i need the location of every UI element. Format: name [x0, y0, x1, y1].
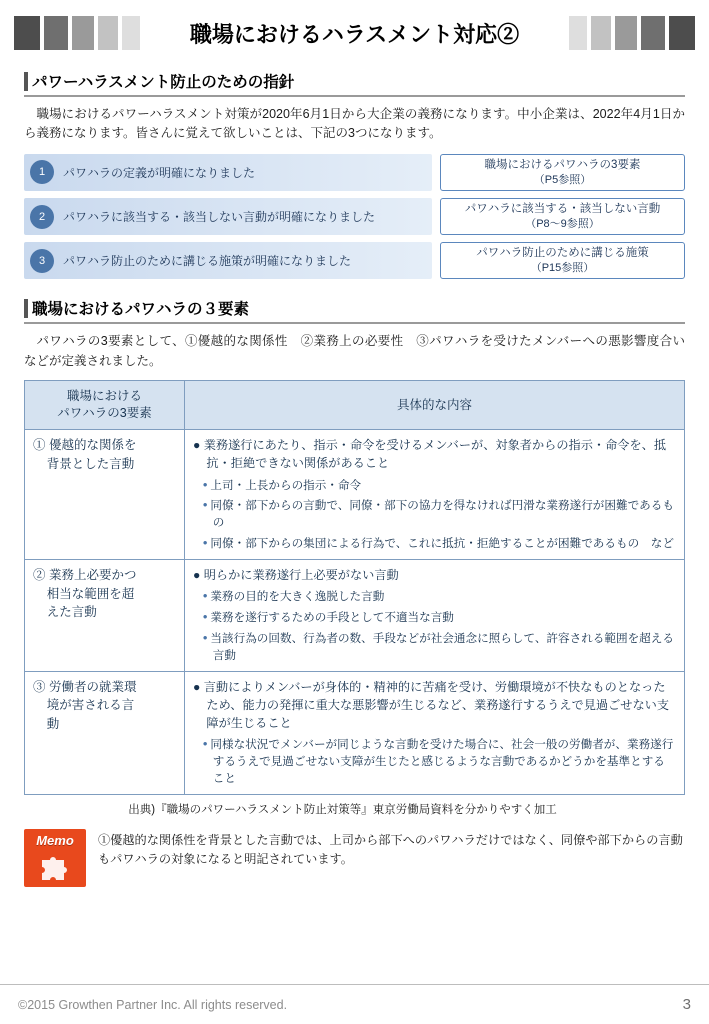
row-3-label-line3: 動 [46, 717, 60, 731]
point-reference-page: （P5参照） [533, 173, 592, 186]
section-1-heading: パワーハラスメント防止のための指針 [24, 70, 685, 97]
source-note: 出典)『職場のパワーハラスメント防止対策等』東京労働局資料を分かりやすく加工 [128, 803, 557, 816]
list-item [24, 242, 685, 279]
row-3-main-point: ● 言動によりメンバーが身体的・精神的に苦痛を受け、労働環境が不快なものとなったため、能力の発揮に重大な悪影響が生じるなど、業務遂行するうえで見過ごせない支障が生じること [193, 678, 676, 733]
point-reference-page: （P15参照） [530, 262, 595, 275]
point-number-badge: 1 [30, 160, 54, 184]
table-row [25, 429, 685, 559]
page-title [14, 18, 695, 49]
row-1-sub-point: • 同僚・部下からの集団による行為で、これに抵抗・拒絶することが困難であるもの など [193, 534, 676, 553]
page-number: 3 [682, 996, 691, 1013]
table-header-col1-line2: パワハラの3要素 [57, 406, 152, 421]
key-points-list [24, 154, 685, 280]
table-header-col1-line1: 職場における [66, 389, 142, 404]
row-2-label-line3: えた言動 [46, 605, 97, 620]
row-2-label-line2: 相当な範囲を超 [46, 586, 135, 601]
point-reference-box [440, 154, 685, 191]
list-item [24, 154, 685, 191]
row-1-label-line2: 背景とした言動 [46, 456, 135, 471]
point-reference-title: パワハラ防止のために講じる施策 [476, 247, 649, 260]
memo-badge [24, 829, 86, 887]
point-number-badge: 2 [30, 205, 54, 229]
row-3-content [185, 671, 685, 794]
point-label: パワハラ防止のために講じる施策が明確になりました [63, 254, 352, 269]
row-1-sub-point: • 上司・上長からの指示・命令 [193, 476, 676, 495]
row-2-label [25, 559, 185, 671]
row-1-label [25, 429, 185, 559]
row-3-label-line1: ③ 労働者の就業環 [33, 679, 137, 694]
page-header [14, 10, 695, 56]
table-row [25, 671, 685, 794]
point-label: パワハラの定義が明確になりました [63, 165, 256, 180]
table-row [25, 559, 685, 671]
row-1-main-point: ● 業務遂行にあたり、指示・命令を受けるメンバーが、対象者からの指示・命令を、抵抗・拒絶できない関係があること [193, 436, 676, 473]
section-2-heading: 職場におけるパワハラの３要素 [24, 297, 685, 324]
row-3-sub-point: • 同様な状況でメンバーが同じような言動を受けた場合に、社会一般の労働者が、業務遂行するうえで見過ごせない支障が生じたと感じるような言動であるかどうかを基準とすること [193, 735, 676, 787]
row-2-sub-point: • 当該行為の回数、行為者の数、手段などが社会通念に照らして、許容される範囲を超える言動 [193, 629, 676, 665]
list-item [24, 198, 685, 235]
row-1-content [185, 429, 685, 559]
row-2-main-point: ● 明らかに業務遂行上必要がない言動 [193, 566, 676, 584]
memo-text: ①優越的な関係性を背景とした言動では、上司から部下へのパワハラだけではなく、同僚や部下からの言動もパワハラの対象になると明記されています。 [98, 832, 683, 867]
point-left-box [24, 198, 432, 235]
table-header-row [25, 381, 685, 430]
row-3-label-line2: 境が害される言 [46, 698, 135, 713]
row-2-sub-point: • 業務を遂行するための手段として不適当な言動 [193, 608, 676, 627]
point-label: パワハラに該当する・該当しない言動が明確になりました [63, 210, 376, 225]
page-footer [0, 984, 709, 1024]
point-reference-title: 職場におけるパワハラの3要素 [484, 158, 641, 171]
section-2-paragraph: パワハラの3要素として、①優越的な関係性 ②業務上の必要性 ③パワハラを受けたメンバーへの悪影響度合い などが定義されました。 [24, 334, 698, 368]
row-1-label-line1: ① 優越的な関係を [33, 437, 137, 452]
memo-block [24, 829, 685, 887]
row-2-content [185, 559, 685, 671]
pawahara-elements-table [24, 380, 685, 795]
copyright-text: ©2015 Growthen Partner Inc. All rights reserved. [18, 997, 288, 1012]
point-number-badge: 3 [30, 249, 54, 273]
memo-badge-label: Memo [36, 832, 74, 848]
point-reference-box [440, 198, 685, 235]
page-title-text: 職場におけるハラスメント対応② [180, 22, 529, 47]
row-2-label-line1: ② 業務上必要かつ [33, 567, 137, 582]
puzzle-piece-icon [38, 854, 72, 882]
point-reference-title: パワハラに該当する・該当しない言動 [464, 202, 661, 215]
point-reference-box [440, 242, 685, 279]
point-left-box [24, 154, 432, 191]
section-1-paragraph: 職場におけるパワーハラスメント対策が2020年6月1日から大企業の義務になります。中小企業は、2022年4月1日から義務になります。皆さんに覚えて欲しいことは、下記の3つになります。 [24, 107, 685, 141]
point-reference-page: （P8～9参照） [525, 217, 600, 230]
point-left-box [24, 242, 432, 279]
row-1-sub-point: • 同僚・部下からの言動で、同僚・部下の協力を得なければ円滑な業務遂行が困難であるもの [193, 496, 676, 532]
table-header-col2: 具体的な内容 [185, 381, 685, 430]
row-3-label [25, 671, 185, 794]
row-2-sub-point: • 業務の目的を大きく逸脱した言動 [193, 587, 676, 606]
table-header-col1 [25, 381, 185, 430]
